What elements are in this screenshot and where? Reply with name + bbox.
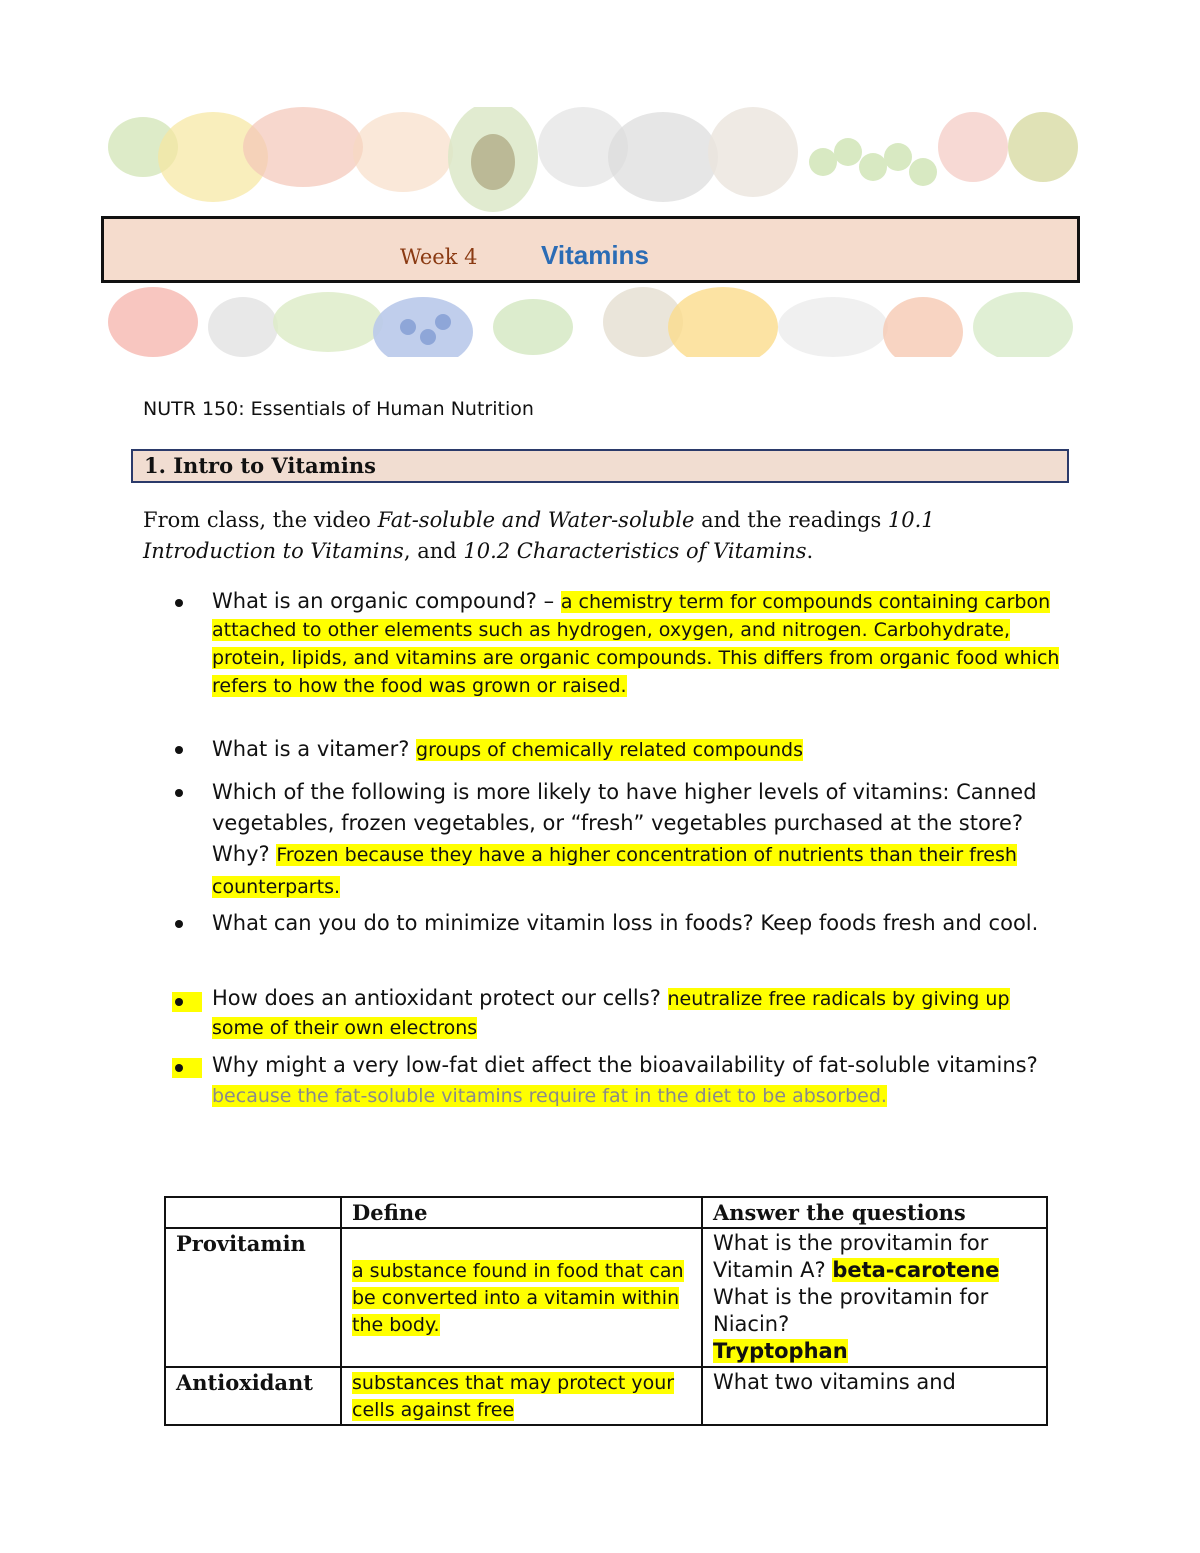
question-text: What is the provitamin for Vitamin A? xyxy=(713,1231,989,1282)
answer-cell xyxy=(702,1228,1047,1367)
table-header-cell: Answer the questions xyxy=(702,1197,1047,1228)
definitions-table xyxy=(164,1196,1048,1426)
question-text: What is an organic compound? – xyxy=(212,589,561,613)
question-item xyxy=(212,777,1042,903)
term-cell: Antioxidant xyxy=(165,1367,341,1425)
define-cell xyxy=(341,1228,702,1367)
definition-text: substances that may protect your cells against free xyxy=(352,1372,675,1421)
intro-text: . xyxy=(806,539,814,563)
question-item xyxy=(212,588,1072,700)
topic-title: Vitamins xyxy=(541,240,649,270)
bullet-icon xyxy=(172,992,202,1012)
bullet-icon xyxy=(172,1058,202,1078)
table-row xyxy=(165,1228,1047,1367)
section-title: 1. Intro to Vitamins xyxy=(144,453,376,478)
table-header-cell: Define xyxy=(341,1197,702,1228)
question-text: Why might a very low-fat diet affect the bioavailability of fat-soluble vitamins? xyxy=(212,1053,1038,1077)
intro-paragraph xyxy=(143,505,1073,567)
answer-cell xyxy=(702,1367,1047,1425)
intro-text: From class, the video xyxy=(143,508,378,532)
answer-text: groups of chemically related compounds xyxy=(416,739,803,761)
intro-text: and the readings xyxy=(694,508,888,532)
section-heading-box xyxy=(131,449,1069,483)
question-text: What is the provitamin for Niacin? xyxy=(713,1285,989,1336)
define-cell xyxy=(341,1367,702,1425)
bullet-icon xyxy=(172,917,186,931)
answer-text: Tryptophan xyxy=(713,1339,848,1363)
answer-text: beta-carotene xyxy=(832,1258,1000,1282)
answer-text: neutralize free radicals by giving up some of their own electrons xyxy=(212,988,1010,1039)
bullet-icon xyxy=(172,596,186,610)
bullet-icon xyxy=(172,743,186,757)
answer-text: a chemistry term for compounds containing carbon attached to other elements such as hydrogen, oxygen, and nitrogen. Carbohydrate, protein, lipids, and vitamins are organic compounds. This differs from organic food which refers to how the food was grown or raised. xyxy=(212,591,1060,697)
answer-text: Frozen because they have a higher concentration of nutrients than their fresh counterparts. xyxy=(212,844,1017,898)
question-item xyxy=(212,734,1072,766)
question-text: Which of the following is more likely to have higher levels of vitamins: Canned vegetables, frozen vegetables, or “fresh” vegetables purchased at the store? Why? xyxy=(212,780,1037,866)
question-item xyxy=(212,984,1042,1042)
table-row xyxy=(165,1367,1047,1425)
bullet-icon xyxy=(172,786,186,800)
definition-text: a substance found in food that can be converted into a vitamin within the body. xyxy=(352,1260,684,1336)
question-text: What is a vitamer? xyxy=(212,737,417,761)
table-header-row xyxy=(165,1197,1047,1228)
question-text: How does an antioxidant protect our cells? xyxy=(212,986,668,1010)
reading-title: 10.2 Characteristics of Vitamins xyxy=(463,539,807,563)
intro-text: , and xyxy=(403,539,464,563)
question-item xyxy=(212,908,1042,939)
table-header-cell xyxy=(165,1197,341,1228)
week-label: Week 4 xyxy=(400,245,478,269)
answer-text: because the fat-soluble vitamins require fat in the diet to be absorbed. xyxy=(212,1085,887,1107)
term-cell: Provitamin xyxy=(165,1228,341,1367)
week-title-box xyxy=(101,216,1080,283)
question-item xyxy=(212,1050,1042,1111)
question-text: What can you do to minimize vitamin loss in foods? Keep foods fresh and cool. xyxy=(212,911,1039,935)
reading-title: 10.1 Introduction to Vitamins xyxy=(143,508,935,563)
question-text: What two vitamins and xyxy=(713,1370,956,1394)
course-name: NUTR 150: Essentials of Human Nutrition xyxy=(143,398,534,420)
video-title: Fat-soluble and Water-soluble xyxy=(377,508,695,532)
